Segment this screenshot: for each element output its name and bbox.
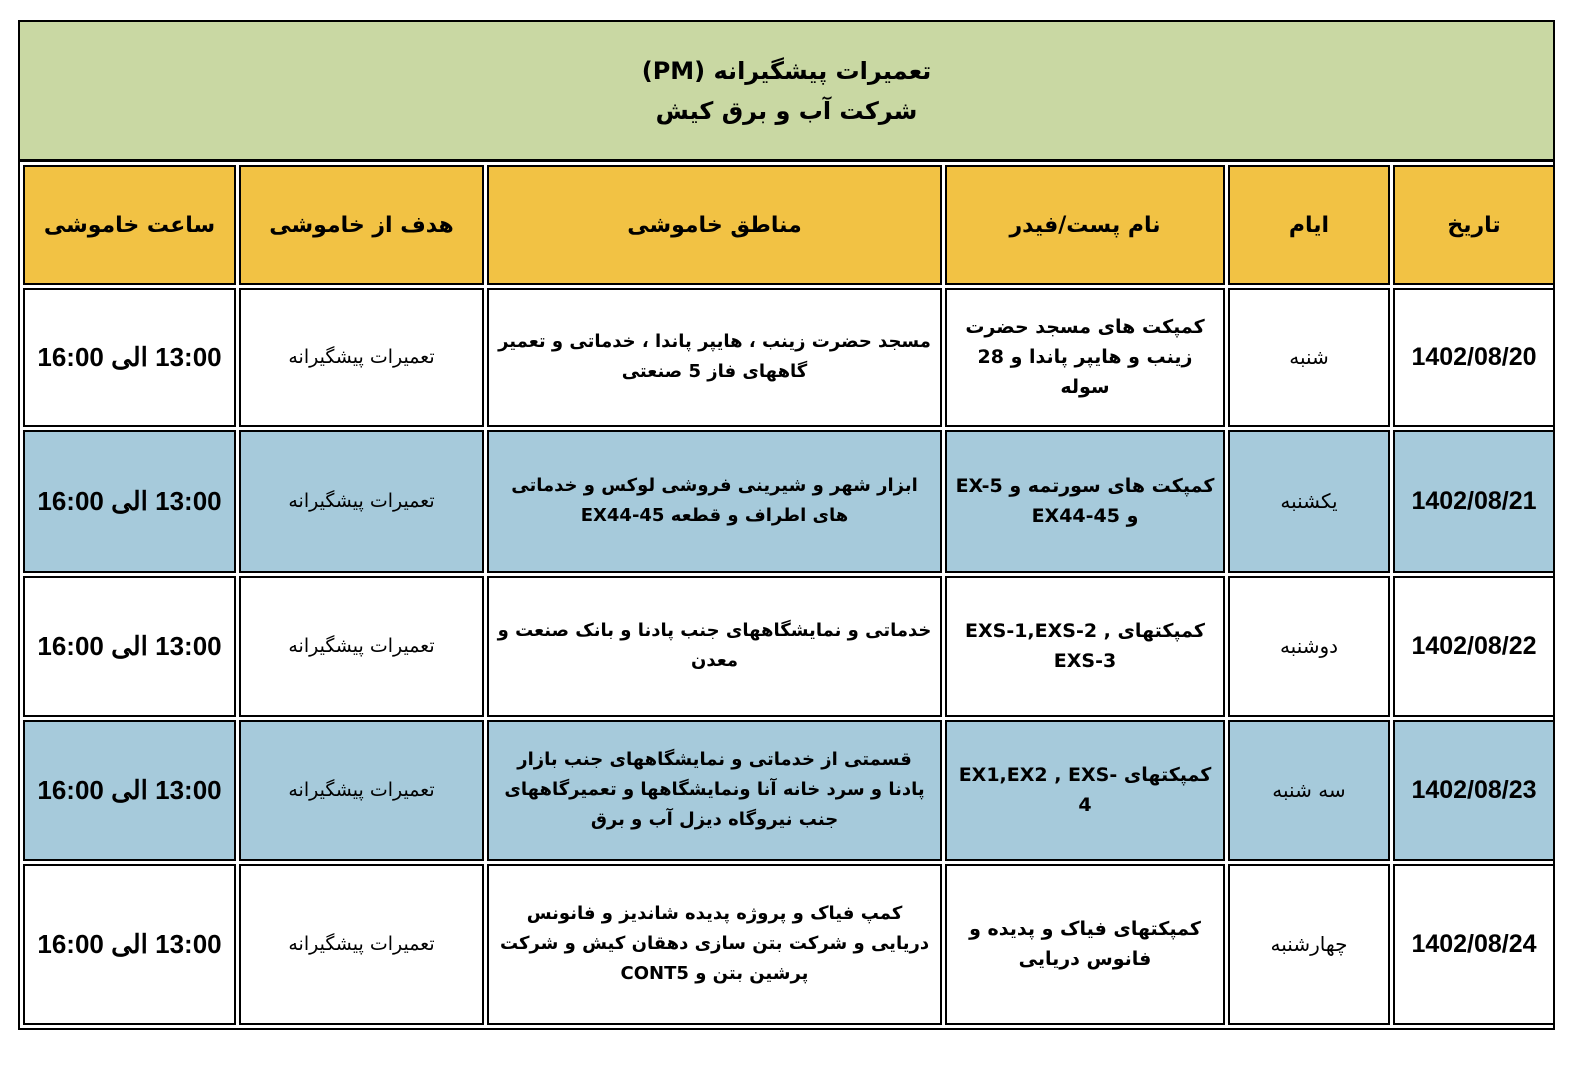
cell-goal: تعمیرات پیشگیرانه — [239, 576, 484, 717]
title-line-1: تعمیرات پیشگیرانه (PM) — [641, 56, 932, 85]
title-band — [20, 22, 1553, 162]
cell-date: 1402/08/20 — [1393, 288, 1555, 427]
cell-post: کمپکتهای فیاک و پدیده و فانوس دریایی — [945, 864, 1225, 1025]
cell-area: ابزار شهر و شیرینی فروشی لوکس و خدماتی های اطراف و قطعه EX44-45 — [487, 430, 942, 573]
cell-day: سه شنبه — [1228, 720, 1390, 861]
cell-area: قسمتی از خدماتی و نمایشگاههای جنب بازار پادنا و سرد خانه آنا ونمایشگاهها و تعمیرگاههای جنب نیروگاه دیزل آب و برق — [487, 720, 942, 861]
cell-date: 1402/08/21 — [1393, 430, 1555, 573]
cell-time: 13:00 الی 16:00 — [23, 720, 236, 861]
cell-time: 13:00 الی 16:00 — [23, 576, 236, 717]
cell-date: 1402/08/22 — [1393, 576, 1555, 717]
table-row — [23, 864, 1555, 1025]
schedule-sheet — [18, 20, 1555, 1030]
cell-goal: تعمیرات پیشگیرانه — [239, 720, 484, 861]
cell-day: چهارشنبه — [1228, 864, 1390, 1025]
cell-day: دوشنبه — [1228, 576, 1390, 717]
cell-area: خدماتی و نمایشگاههای جنب پادنا و بانک صنعت و معدن — [487, 576, 942, 717]
table-row — [23, 720, 1555, 861]
cell-day: شنبه — [1228, 288, 1390, 427]
table-row — [23, 430, 1555, 573]
cell-goal: تعمیرات پیشگیرانه — [239, 430, 484, 573]
table-row — [23, 576, 1555, 717]
header-post: نام پست/فیدر — [945, 165, 1225, 285]
cell-area: مسجد حضرت زینب ، هایپر پاندا ، خدماتی و تعمیر گاههای فاز 5 صنعتی — [487, 288, 942, 427]
cell-goal: تعمیرات پیشگیرانه — [239, 864, 484, 1025]
header-day: ایام — [1228, 165, 1390, 285]
header-area: مناطق خاموشی — [487, 165, 942, 285]
cell-day: یکشنبه — [1228, 430, 1390, 573]
header-goal: هدف از خاموشی — [239, 165, 484, 285]
cell-post: کمپکتهای EX1,EX2 , EXS-4 — [945, 720, 1225, 861]
schedule-table — [20, 162, 1558, 1028]
table-row — [23, 288, 1555, 427]
cell-post: کمپکت های مسجد حضرت زینب و هایپر پاندا و 28 سوله — [945, 288, 1225, 427]
cell-area: کمپ فیاک و پروژه پدیده شاندیز و فانونس دریایی و شرکت بتن سازی دهقان کیش و شرکت پرشین بتن و CONT5 — [487, 864, 942, 1025]
cell-time: 13:00 الی 16:00 — [23, 288, 236, 427]
header-time: ساعت خاموشی — [23, 165, 236, 285]
header-date: تاریخ — [1393, 165, 1555, 285]
cell-goal: تعمیرات پیشگیرانه — [239, 288, 484, 427]
cell-time: 13:00 الی 16:00 — [23, 864, 236, 1025]
cell-post: کمپکت های سورتمه و EX-5 و EX44-45 — [945, 430, 1225, 573]
cell-date: 1402/08/24 — [1393, 864, 1555, 1025]
header-row — [23, 165, 1555, 285]
cell-post: کمپکتهای EXS-1,EXS-2 , EXS-3 — [945, 576, 1225, 717]
cell-time: 13:00 الی 16:00 — [23, 430, 236, 573]
title-line-2: شرکت آب و برق کیش — [655, 96, 918, 125]
cell-date: 1402/08/23 — [1393, 720, 1555, 861]
